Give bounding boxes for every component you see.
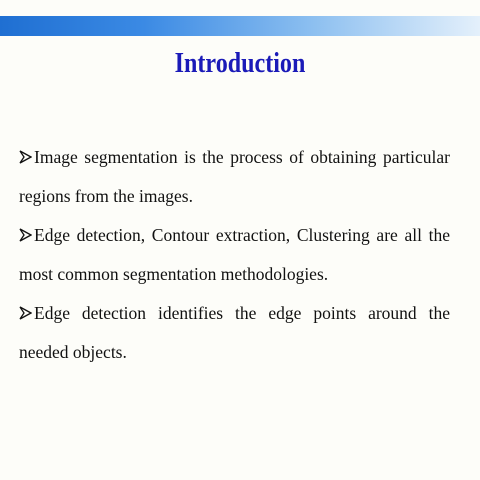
bullet-item: [19, 216, 450, 294]
bullet-text: Edge detection identifies the edge points around the needed objects.: [19, 303, 450, 362]
header-gradient-bar: [0, 16, 480, 36]
bullet-text: Image segmentation is the process of obtaining particular regions from the images.: [19, 147, 450, 206]
bullet-text: Edge detection, Contour extraction, Clustering are all the most common segmentation methodologies.: [19, 225, 450, 284]
arrow-bullet-icon: [19, 228, 32, 242]
slide-title: Introduction: [174, 48, 306, 79]
arrow-bullet-icon: [19, 150, 32, 164]
bullet-item: [19, 294, 450, 372]
bullet-list: [19, 138, 450, 372]
arrow-bullet-icon: [19, 306, 32, 320]
bullet-item: [19, 138, 450, 216]
